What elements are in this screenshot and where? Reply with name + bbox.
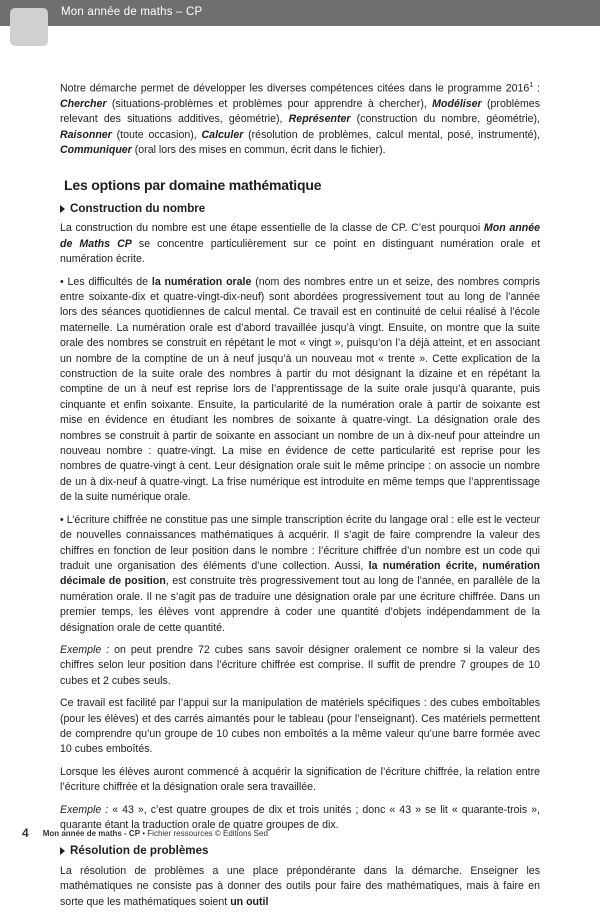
subheading-resolution: Résolution de problèmes	[60, 843, 540, 858]
footer-credits: • Fichier ressources © Éditions Sed	[140, 829, 268, 838]
section-title: Les options par domaine mathématique	[64, 176, 322, 193]
example-paragraph-1: Exemple : on peut prendre 72 cubes sans savoir désigner oralement ce nombre si la valeur des chiffres selon leur position dans l’écriture chiffrée est comprise. Il suffit de prendre 7 groupes de 10 cubes et 2 cubes seuls.	[60, 643, 541, 687]
construction-paragraph-5: Ce travail est facilité par l’appui sur la manipulation de matériels spécifiques : des cubes emboîtables (pour les élèves) et des carrés aimantés pour le tableau (pour l’enseignant). Ces matériels permettent de comprendre qu’un groupe de 10 cubes non emboîtés a la même valeur qu’une barre formée avec 10 cubes emboîtés.	[60, 697, 540, 756]
construction-paragraph-6: Lorsque les élèves auront commencé à acquérir la signification de l’écriture chiffrée, la relation entre l’écriture chiffrée et la désignation orale sera travaillée.	[60, 765, 540, 794]
construction-paragraph-3: • L’écriture chiffrée ne constitue pas une simple transcription écrite du langage oral : elle est le vecteur de nouvelles connaissances mathématiques à acquérir. Il s’agit de faire comprendre la valeur des chiffres en fonction de leur position dans le nombre : l’écriture chiffrée d’un nombre est un code qui traduit une organisation des éléments d’une collection. Aussi, la numération écrite, numération décimale de position, est construite très progressivement tout au long de l’année, en parallèle de la numération orale. Il ne s’agit pas de traduire une désignation orale par une écriture chiffrée. Dans un premier temps, les élèves vont apprendre à coder une quantité d’objets indépendamment de la désignation orale de cette quantité.	[60, 513, 540, 634]
page-content	[60, 78, 540, 917]
intro-paragraph: Notre démarche permet de développer les diverses compétences citées dans le programme 2016$^1$ : Chercher (situations-problèmes et problèmes pour apprendre à chercher), Modéliser (problèmes relevant des situations additives, géométrie), Représenter (construction du nombre, géométrie), Raisonner (toute occasion), Calculer (résolution de problèmes, calcul mental, posé, instrumenté), Communiquer (oral lors des mises en commun, écrit dans le fichier).	[60, 82, 541, 157]
footer-book-title: Mon année de maths - CP	[42, 829, 141, 838]
header-tab	[10, 8, 48, 46]
example-paragraph-2: Exemple : « 43 », c’est quatre groupes de dix et trois unités ; donc « 43 » se lit « quarante-trois », quarante étant la traduction orale de quatre groupes de dix.	[60, 803, 541, 831]
triangle-bullet-icon	[60, 847, 65, 855]
header-title: Mon année de maths – CP	[61, 6, 203, 18]
resolution-paragraph-1: La résolution de problèmes a une place prépondérante dans la démarche. Enseigner les mathématiques ne consiste pas à donner des outils pour faire des mathématiques, mais à faire en sorte que les mathématiques soient un outil	[60, 864, 540, 908]
triangle-bullet-icon	[60, 205, 65, 213]
construction-paragraph-2: • Les difficultés de la numération orale (nom des nombres entre un et seize, des nombres compris entre soixante-dix et quatre-vingt-dix-neuf) sont abordées progressivement tout au long de l’année lors des séances quotidiennes de calcul mental. Ce travail est en continuité de celui réalisé à l’école maternelle. La numération orale est d’abord travaillée jusqu’à vingt. Ensuite, on montre que la suite orale des nombres se construit en répétant le mot « vingt », puisqu’on l’a déjà atteint, et en associant un nombre de la comptine de un à neuf jusqu’à un nouveau mot « trente ». Cette explication de la construction de la suite orale des nombres à partir du mot désignant la dizaine et en répétant la comptine de un à neuf est reprise lors de l’apprentissage de la suite orale jusqu’à quarante, puis cinquante et enfin soixante. Ensuite, la particularité de la numération orale à partir de soixante est mise en évidence en étudiant les nombres de soixante à quatre-vingt. La désignation orale des nombres se construit à partir de soixante en associant un nombre de un à dix-neuf pour atteindre un nouveau nombre : quatre-vingt. La mise en évidence de cette particularité est reprise pour les nombres de quatre-vingt à cent. Leur désignation orale suit le même principe : on associe un nombre de un à dix-neuf à quatre-vingt. La frise numérique est introduite en même temps que l’apprentissage de la suite numérique orale.	[60, 275, 540, 504]
footer	[22, 826, 268, 840]
subheading-construction: Construction du nombre	[60, 201, 540, 216]
construction-paragraph-1: La construction du nombre est une étape essentielle de la classe de CP. C’est pourquoi Mon année de Maths CP se concentre particulièrement sur ce point en distinguant numération orale et numération écrite.	[60, 222, 541, 266]
page-number: 4	[22, 826, 29, 840]
